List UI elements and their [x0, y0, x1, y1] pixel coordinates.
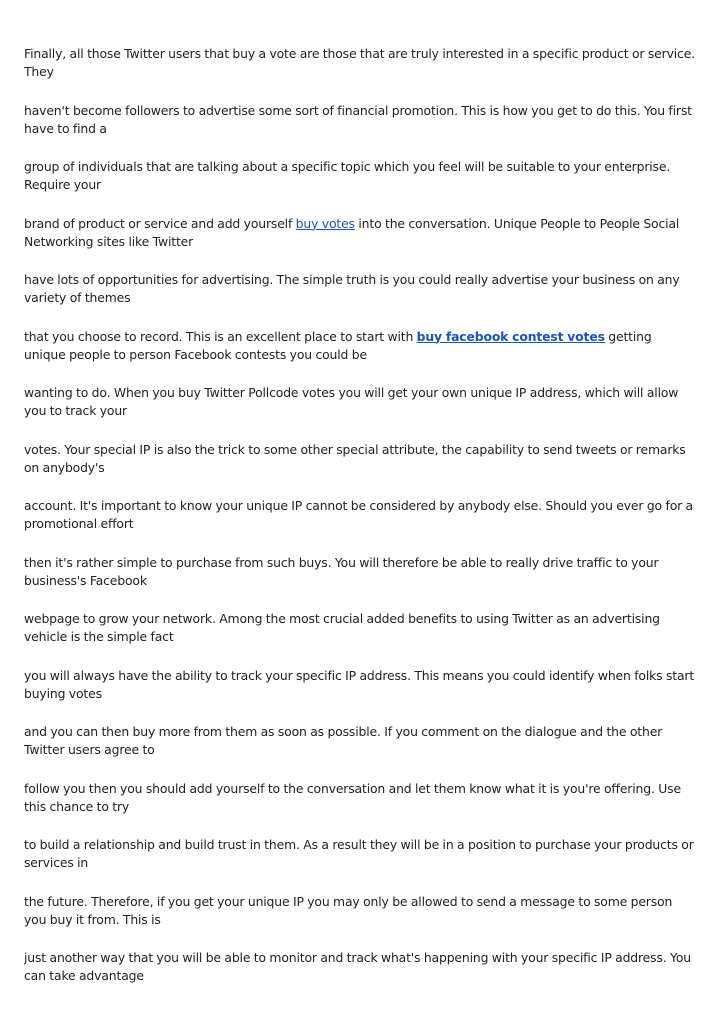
paragraph-14: follow you then you should add yourself to the conversation and let them know what it is you're offering. Use this chance to try [24, 780, 681, 814]
paragraph-11: webpage to grow your network. Among the most crucial added benefits to using Twitter as an advertising vehicle is the simple fact [24, 611, 660, 644]
paragraph-9: account. It's important to know your unique IP cannot be considered by anybody else. Should you ever go for a promotional effort [24, 498, 693, 531]
paragraph-16: the future. Therefore, if you get your unique IP you may only be allowed to send a message to some person you buy it from. This is [24, 893, 673, 927]
paragraph-8: votes. Your special IP is also the trick to some other special attribute, the capability to send tweets or remarks on anybody's [24, 441, 686, 475]
paragraph-2: haven't become followers to advertise some sort of financial promotion. This is how you get to do this. You first have to find a [24, 102, 692, 136]
paragraph-17: just another way that you will be able to monitor and track what's happening with your specific IP address. You can take advantage [24, 950, 691, 983]
buy-facebook-contest-votes-link[interactable]: buy facebook contest votes [416, 328, 605, 344]
paragraph-1: Finally, all those Twitter users that buy a vote are those that are truly interested in a specific product or service. They [24, 46, 695, 79]
paragraph-10: then it's rather simple to purchase from such buys. You will therefore be able to really drive traffic to your business's Facebook [24, 554, 659, 588]
paragraph-13: and you can then buy more from them as soon as possible. If you comment on the dialogue and the other Twitter users agree to [24, 724, 663, 757]
paragraph-4-text-before: brand of product or service and add yourself [24, 215, 296, 231]
paragraph-4 [24, 215, 696, 251]
paragraph-15: to build a relationship and build trust in them. As a result they will be in a position to purchase your products or services in [24, 837, 694, 870]
paragraph-4-text-after: into the conversation. Unique People to People Social Networking sites like Twitter [24, 215, 680, 249]
paragraph-7: wanting to do. When you buy Twitter Pollcode votes you will get your own unique IP address, which will allow you to track your [24, 385, 679, 418]
paragraph-6-text-before: that you choose to record. This is an excellent place to start with [24, 328, 417, 344]
paragraph-6-text-after: getting unique people to person Facebook contests you could be [24, 328, 652, 362]
buy-votes-link[interactable]: buy votes [295, 215, 355, 231]
paragraph-3: group of individuals that are talking about a specific topic which you feel will be suitable to your enterprise. Require your [24, 159, 671, 192]
paragraph-5: have lots of opportunities for advertising. The simple truth is you could really advertise your business on any variety of themes [24, 272, 680, 305]
paragraph-12: you will always have the ability to track your specific IP address. This means you could identify when folks start buying votes [24, 667, 695, 701]
paragraph-6 [24, 328, 696, 364]
